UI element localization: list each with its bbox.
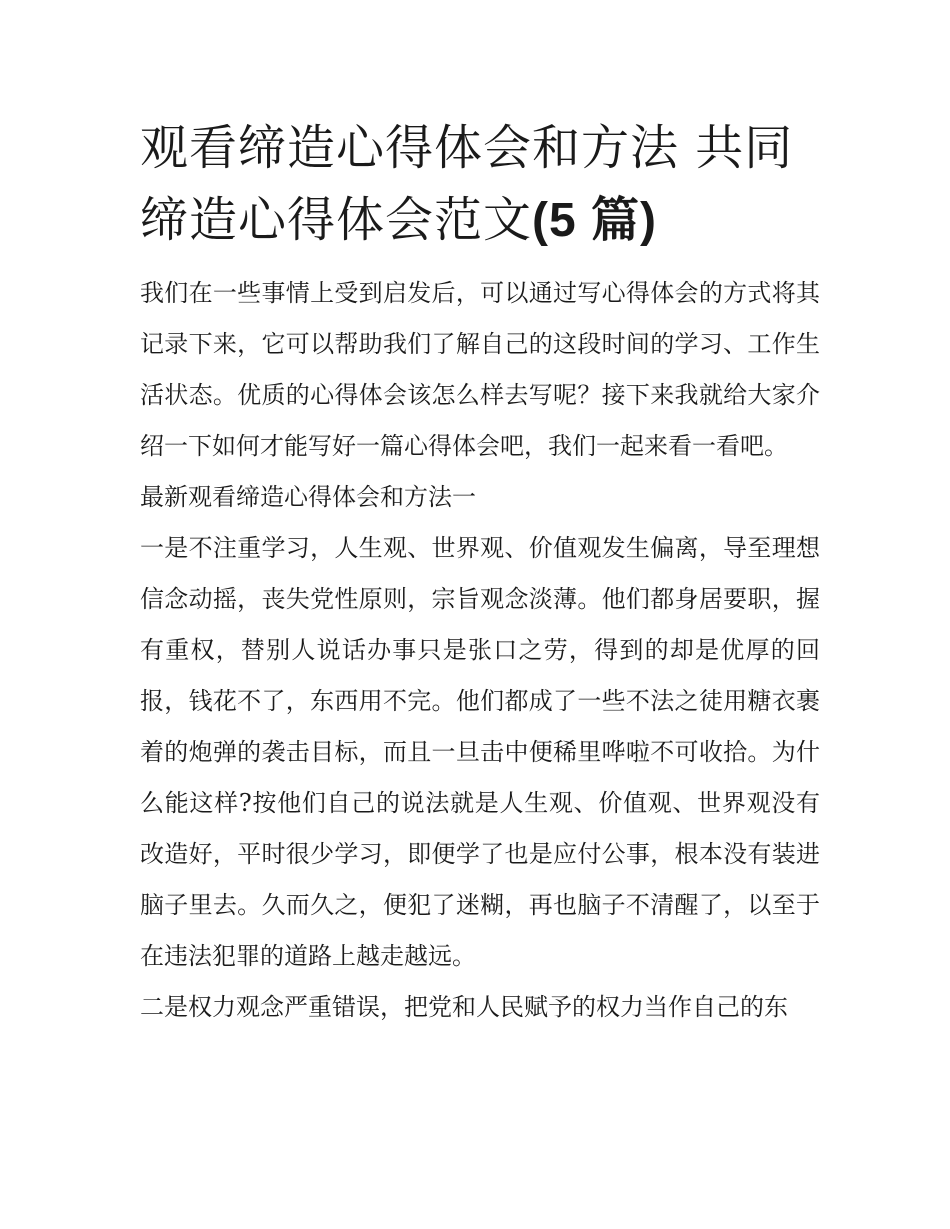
intro-paragraph: 我们在一些事情上受到启发后，可以通过写心得体会的方式将其记录下来，它可以帮助我们了解自己的这段时间的学习、工作生活状态。优质的心得体会该怎么样去写呢？接下来我就给大家介绍一下如何才能写好一篇心得体会吧，我们一起来看一看吧。 xyxy=(140,279,820,460)
document-page xyxy=(140,112,820,1033)
document-body xyxy=(140,268,820,1033)
document-title-count: (5 篇) xyxy=(532,194,658,247)
document-title xyxy=(140,112,820,257)
section-heading: 最新观看缔造心得体会和方法一 xyxy=(140,483,476,511)
body-paragraph-2: 二是权力观念严重错误，把党和人民赋予的权力当作自己的东 xyxy=(140,993,788,1021)
body-paragraph-1: 一是不注重学习，人生观、世界观、价值观发生偏离，导至理想信念动摇，丧失党性原则，宗旨观念淡薄。他们都身居要职，握有重权，替别人说话办事只是张口之劳，得到的却是优厚的回报，钱花不了，东西用不完。他们都成了一些不法之徒用糖衣裹着的炮弹的袭击目标，而且一旦击中便稀里哗啦不可收拾。为什么能这样?按他们自己的说法就是人生观、价值观、世界观没有改造好，平时很少学习，即便学了也是应付公事，根本没有装进脑子里去。久而久之，便犯了迷糊，再也脑子不清醒了，以至于在违法犯罪的道路上越走越远。 xyxy=(140,534,820,970)
document-title-text: 观看缔造心得体会和方法 共同缔造心得体会范文 xyxy=(140,120,794,248)
